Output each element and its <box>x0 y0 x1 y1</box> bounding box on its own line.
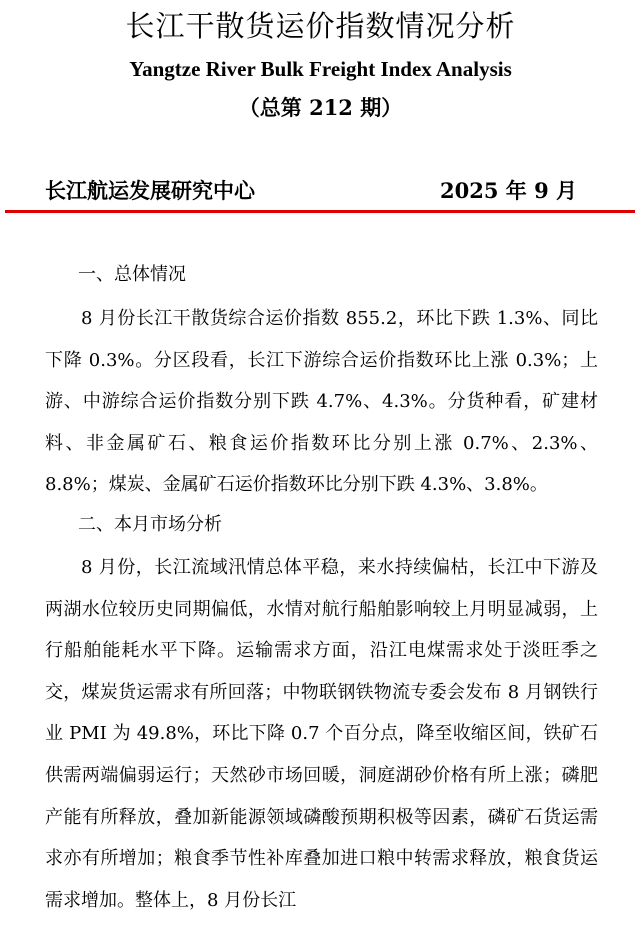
section-heading-market-analysis: 二、本月市场分析 <box>78 514 222 535</box>
section-body-market-analysis: 8 月份，长江流域汛情总体平稳，来水持续偏枯，长江中下游及两湖水位较历史同期偏低，水情对航行船舶影响较上月明显减弱，上行船舶能耗水平下降。运输需求方面，沿江电煤需求处于淡旺季之交，煤炭货运需求有所回落；中物联钢铁物流专委会发布 8 月钢铁行业 PMI 为 49.8%，环比下降 0.7 个百分点，降至收缩区间，铁矿石供需两端偏弱运行；天然砂市场回暖，洞庭湖砂价格有所上涨；磷肥产能有所释放，叠加新能源领域磷酸预期积极等因素，磷矿石货运需求亦有所增加；粮食季节性补库叠加进口粮中转需求释放，粮食货运需求增加。整体上，8 月份长江 <box>45 557 598 911</box>
section-body-overview: 8 月份长江干散货综合运价指数 855.2，环比下跌 1.3%、同比下降 0.3%。分区段看，长江下游综合运价指数环比上涨 0.3%；上游、中游综合运价指数分别下跌 4.7%、4.3%。分货种看，矿建材料、非金属矿石、粮食运价指数环比分别上涨 0.7%、2.3%、8.8%；煤炭、金属矿石运价指数环比分别下跌 4.3%、3.8%。 <box>45 308 598 496</box>
document-title-english: Yangtze River Bulk Freight Index Analysis <box>129 57 512 81</box>
document-title-chinese: 长江干散货运价指数情况分析 <box>125 9 516 43</box>
issuing-organization: 长江航运发展研究中心 <box>45 178 255 203</box>
header-divider <box>5 210 635 213</box>
section-heading-overview: 一、总体情况 <box>78 264 186 285</box>
publication-date: 2025 年 9 月 <box>440 178 577 203</box>
issue-number: （总第 212 期） <box>238 95 403 120</box>
